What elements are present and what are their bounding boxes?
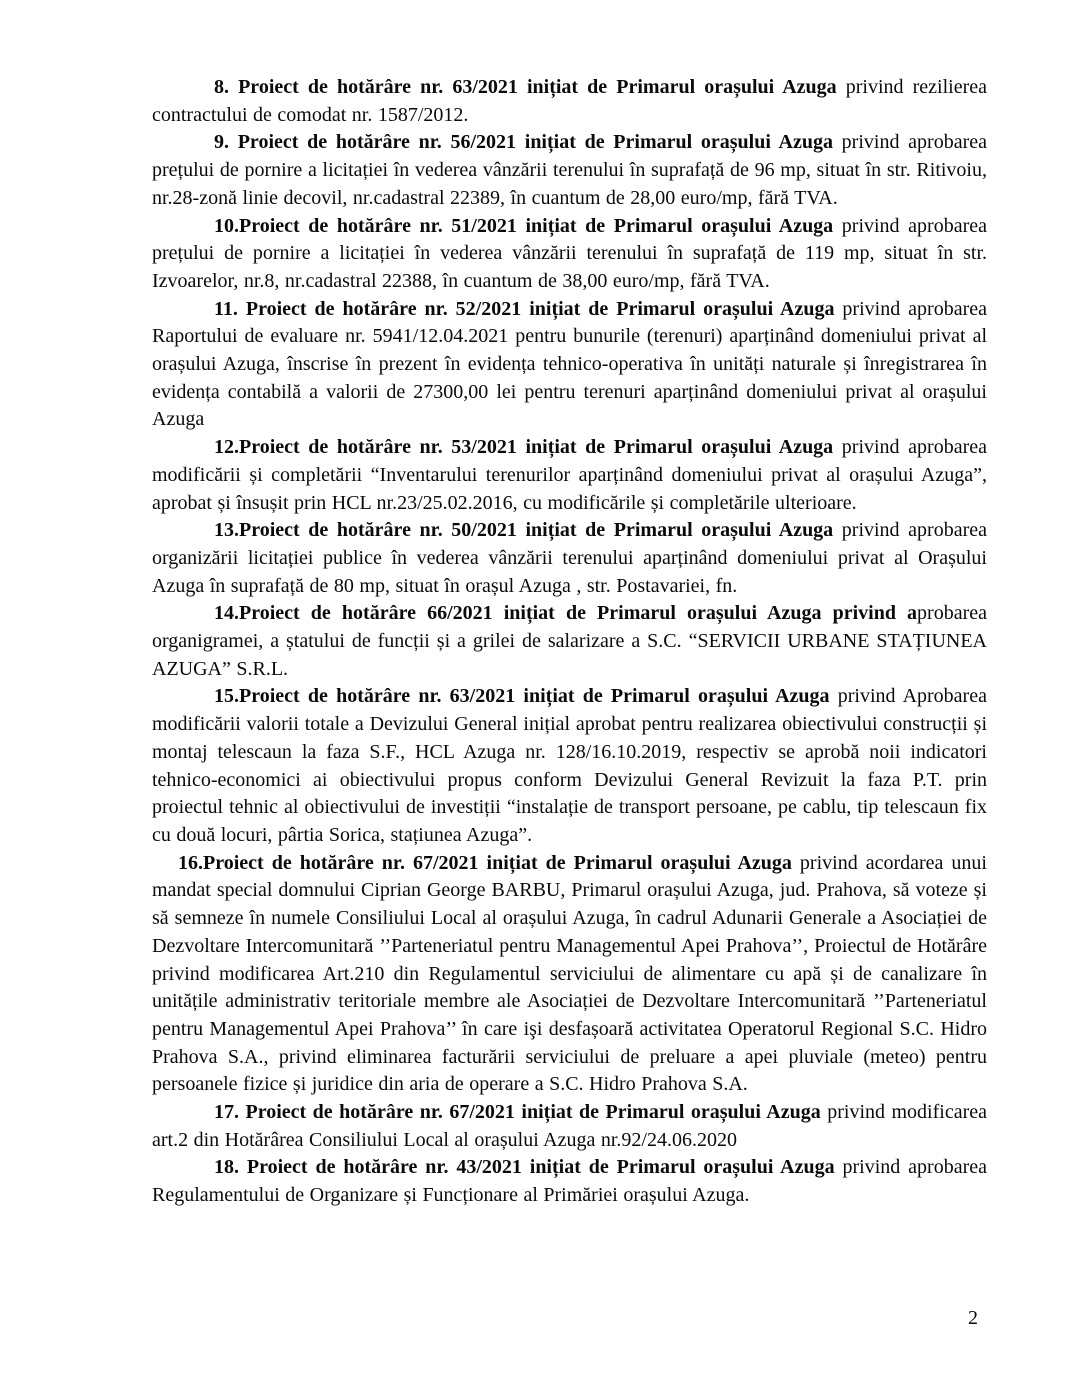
agenda-item-11-heading: 11. Proiect de hotărâre nr. 52/2021 inițiat de Primarul orașului Azuga <box>214 297 835 320</box>
agenda-item-18-body: privind aprobarea Regulamentului de Organizare și Funcționare al Primăriei orașului Azuga. <box>152 1156 987 1207</box>
agenda-item-10-body: privind aprobarea prețului de pornire a licitației în vederea vânzării terenului în suprafață de 119 mp, situat în str. Izvoarelor, nr.8, nr.cadastral 22388, în cuantum de 38,00 euro/mp, fără TVA. <box>152 214 987 292</box>
agenda-item-17 <box>152 1099 987 1154</box>
agenda-item-8-heading: 8. Proiect de hotărâre nr. 63/2021 inițiat de Primarul orașului Azuga <box>214 76 837 98</box>
agenda-item-15-heading: 15.Proiect de hotărâre nr. 63/2021 inițiat de Primarul orașului Azuga <box>214 685 830 708</box>
agenda-item-13-heading: 13.Proiect de hotărâre nr. 50/2021 inițiat de Primarul orașului Azuga <box>214 519 834 542</box>
agenda-item-12 <box>152 434 987 517</box>
agenda-item-9-body: privind aprobarea prețului de pornire a licitației în vederea vânzării terenului în suprafață de 96 mp, situat în str. Ritivoiu, nr.28-zonă linie decovil, nr.cadastral 22389, în cuantum de 28,00 euro/mp, fără TVA. <box>152 131 987 209</box>
agenda-item-14-body: probarea organigramei, a ștatului de funcții și a grilei de salarizare a S.C. “SERVICII URBANE STAȚIUNEA AZUGA” S.R.L. <box>152 602 987 680</box>
page-number: 2 <box>968 1307 978 1329</box>
agenda-item-16 <box>152 850 987 1099</box>
agenda-item-17-heading: 17. Proiect de hotărâre nr. 67/2021 inițiat de Primarul orașului Azuga <box>214 1101 821 1124</box>
agenda-item-13-body: privind aprobarea organizării licitației publice în vederea vânzării terenului aparținând domeniului privat al Orașului Azuga în suprafață de 80 mp, situat în orașul Azuga , str. Postavariei, fn. <box>152 519 987 597</box>
agenda-item-18-heading: 18. Proiect de hotărâre nr. 43/2021 inițiat de Primarul orașului Azuga <box>214 1156 835 1179</box>
agenda-item-18 <box>152 1154 987 1209</box>
agenda-item-14 <box>152 600 987 683</box>
agenda-item-12-body: privind aprobarea modificării și completării “Inventarului terenurilor aparținând domeniului privat al orașului Azuga”, aprobat și însușit prin HCL nr.23/25.02.2016, cu modificările și completările ulterioare. <box>152 436 987 514</box>
agenda-item-11 <box>152 296 987 435</box>
agenda-item-8 <box>152 74 987 129</box>
agenda-item-11-body: privind aprobarea Raportului de evaluare nr. 5941/12.04.2021 pentru bunurile (terenuri) aparținând domeniului privat al orașului Azuga, înscrise în prezent în evidența tehnico-operativa în unități naturale și înregistrarea în evidența contabilă a valorii de 27300,00 lei pentru terenuri aparținând domeniului privat al orașului Azuga <box>152 297 987 431</box>
agenda-item-10 <box>152 213 987 296</box>
agenda-item-17-body: privind modificarea art.2 din Hotărârea Consiliului Local al orașului Azuga nr.92/24.06.2020 <box>152 1101 987 1151</box>
agenda-item-16-heading: 16.Proiect de hotărâre nr. 67/2021 inițiat de Primarul orașului Azuga <box>178 851 792 874</box>
agenda-item-9-heading: 9. Proiect de hotărâre nr. 56/2021 inițiat de Primarul orașului Azuga <box>214 131 833 154</box>
agenda-item-12-heading: 12.Proiect de hotărâre nr. 53/2021 inițiat de Primarul orașului Azuga <box>214 436 834 459</box>
agenda-item-8-body: privind rezilierea contractului de comodat nr. 1587/2012. <box>152 76 987 126</box>
agenda-item-16-body: privind acordarea unui mandat special domnului Ciprian George BARBU, Primarul orașului Azuga, jud. Prahova, să voteze și să semneze în numele Consiliului Local al orașului Azuga, în cadrul Adunarii Generale a Asociației de Dezvoltare Intercomunitară ’’Parteneriatul pentru Managementul Apei Prahova’’, Proiectul de Hotărâre privind modificarea Art.210 din Regulamentul serviciului de alimentare cu apă și de canalizare în unitățile administrativ teritoriale membre ale Asociației de Dezvoltare Intercomunitară ’’Parteneriatul pentru Managementul Apei Prahova’’ în care işi desfașoară activitatea Operatorul Regional S.C. Hidro Prahova S.A., privind eliminarea facturării serviciului de preluare a apei pluviale (meteo) pentru persoanele fizice și juridice din aria de operare a S.C. Hidro Prahova S.A. <box>152 851 987 1096</box>
agenda-item-15-body: privind Aprobarea modificării valorii totale a Devizului General inițial aprobat pentru realizarea obiectivului construcții și montaj telescaun la faza S.F., HCL Azuga nr. 128/16.10.2019, respectiv se aprobă noii indicatori tehnico-economici ai obiectivului propus conform Devizului General Revizuit la faza P.T. prin proiectul tehnic al obiectivului de investiții “instalație de transport persoane, pe cablu, tip telescaun fix cu două locuri, pârtia Sorica, stațiunea Azuga”. <box>152 685 987 846</box>
agenda-item-15 <box>152 683 987 849</box>
agenda-item-9 <box>152 129 987 212</box>
agenda-item-14-heading: 14.Proiect de hotărâre 66/2021 inițiat de Primarul orașului Azuga privind a <box>214 602 918 625</box>
agenda-item-13 <box>152 517 987 600</box>
agenda-item-10-heading: 10.Proiect de hotărâre nr. 51/2021 inițiat de Primarul orașului Azuga <box>214 214 834 237</box>
agenda-list <box>152 74 987 1210</box>
